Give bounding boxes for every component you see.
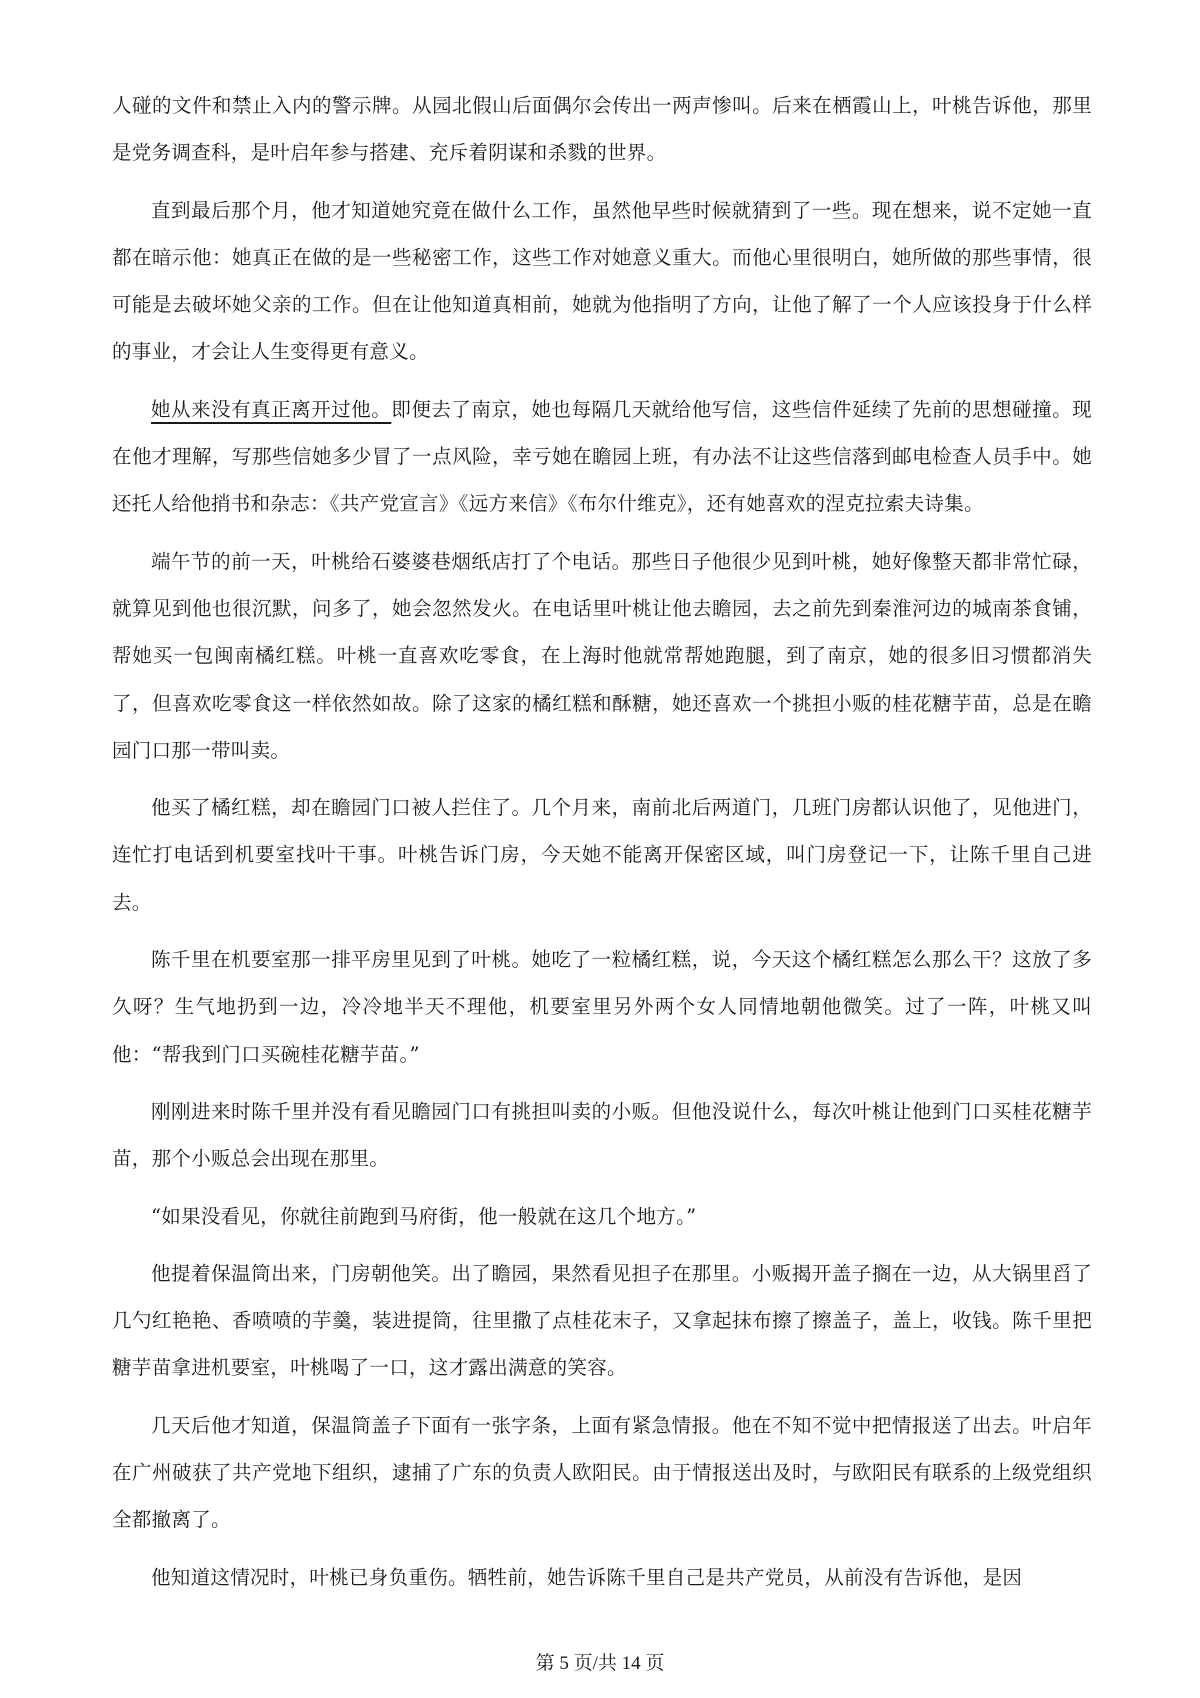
paragraph-3-text: 即便去了南京，她也每隔几天就给他写信，这些信件延续了先前的思想碰撞。现在他才理解，写那些信她多少冒了一点风险，幸亏她在瞻园上班，有办法不让这些信落到邮电检查人员手中。她还托人给他捎书和杂志：《共产党宣言》《远方来信》《布尔什维克》，还有她喜欢的涅克拉索夫诗集。 bbox=[112, 397, 1092, 516]
paragraph-7-text: 刚刚进来时陈千里并没有看见瞻园门口有挑担叫卖的小贩。但他没说什么，每次叶桃让他到门口买桂花糖芋苗，那个小贩总会出现在那里。 bbox=[112, 1099, 1092, 1171]
paragraph-8-text: “如果没看见，你就往前跑到马府街，他一般就在这几个地方。” bbox=[151, 1204, 697, 1228]
paragraph-2-text: 直到最后那个月，他才知道她究竟在做什么工作，虽然他早些时候就猜到了一些。现在想来，说不定她一直都在暗示他：她真正在做的是一些秘密工作，这些工作对她意义重大。而他心里很明白，她所做的那些事情，很可能是去破坏她父亲的工作。但在让他知道真相前，她就为他指明了方向，让他了解了一个人应该投身于什么样的事业，才会让人生变得更有意义。 bbox=[112, 198, 1092, 364]
paragraph-4 bbox=[112, 538, 1092, 774]
paragraph-9-text: 他提着保温筒出来，门房朝他笑。出了瞻园，果然看见担子在那里。小贩揭开盖子搁在一边，从大锅里舀了几勺红艳艳、香喷喷的芋羹，装进提筒，往里撒了点桂花末子，又拿起抹布擦了擦盖子，盖上，收钱。陈千里把糖芋苗拿进机要室，叶桃喝了一口，这才露出满意的笑容。 bbox=[112, 1261, 1092, 1380]
paragraph-6-text: 陈千里在机要室那一排平房里见到了叶桃。她吃了一粒橘红糕，说，今天这个橘红糕怎么那么干？这放了多久呀？生气地扔到一边，冷冷地半天不理他，机要室里另外两个女人同情地朝他微笑。过了一阵，叶桃又叫他：“帮我到门口买碗桂花糖芋苗。” bbox=[112, 948, 1092, 1066]
page-number: 第 5 页/共 14 页 bbox=[535, 1653, 665, 1674]
paragraph-10-text: 几天后他才知道，保温筒盖子下面有一张字条，上面有紧急情报。他在不知不觉中把情报送了出去。叶启年在广州破获了共产党地下组织，逮捕了广东的负责人欧阳民。由于情报送出及时，与欧阳民有联系的上级党组织全都撤离了。 bbox=[112, 1413, 1092, 1532]
underlined-sentence: 她从来没有真正离开过他。 bbox=[151, 397, 392, 421]
paragraph-4-text: 端午节的前一天，叶桃给石婆婆巷烟纸店打了个电话。那些日子他很少见到叶桃，她好像整天都非常忙碌，就算见到他也很沉默，问多了，她会忽然发火。在电话里叶桃让他去瞻园，去之前先到秦淮河边的城南茶食铺，帮她买一包闽南橘红糕。叶桃一直喜欢吃零食，在上海时他就常帮她跑腿，到了南京，她的很多旧习惯都消失了，但喜欢吃零食这一样依然如故。除了这家的橘红糕和酥糖，她还喜欢一个挑担小贩的桂花糖芋苗，总是在瞻园门口那一带叫卖。 bbox=[112, 549, 1092, 762]
paragraph-9 bbox=[112, 1250, 1092, 1392]
paragraph-10 bbox=[112, 1402, 1092, 1544]
paragraph-6 bbox=[112, 936, 1092, 1078]
paragraph-8 bbox=[112, 1193, 1092, 1240]
paragraph-3 bbox=[112, 386, 1092, 528]
document-body bbox=[112, 82, 1092, 1611]
page-footer bbox=[0, 1648, 1200, 1675]
paragraph-2 bbox=[112, 187, 1092, 376]
paragraph-1 bbox=[112, 82, 1092, 177]
paragraph-7 bbox=[112, 1088, 1092, 1183]
paragraph-1-text: 人碰的文件和禁止入内的警示牌。从园北假山后面偶尔会传出一两声惨叫。后来在栖霞山上，叶桃告诉他，那里是党务调查科，是叶启年参与搭建、充斥着阴谋和杀戮的世界。 bbox=[112, 94, 1092, 165]
paragraph-11-text: 他知道这情况时，叶桃已身负重伤。牺牲前，她告诉陈千里自己是共产党员，从前没有告诉他，是因 bbox=[151, 1565, 1023, 1589]
paragraph-11 bbox=[112, 1554, 1092, 1601]
paragraph-5 bbox=[112, 784, 1092, 926]
paragraph-5-text: 他买了橘红糕，却在瞻园门口被人拦住了。几个月来，南前北后两道门，几班门房都认识他了，见他进门，连忙打电话到机要室找叶干事。叶桃告诉门房，今天她不能离开保密区域，叫门房登记一下，让陈千里自己进去。 bbox=[112, 796, 1092, 914]
